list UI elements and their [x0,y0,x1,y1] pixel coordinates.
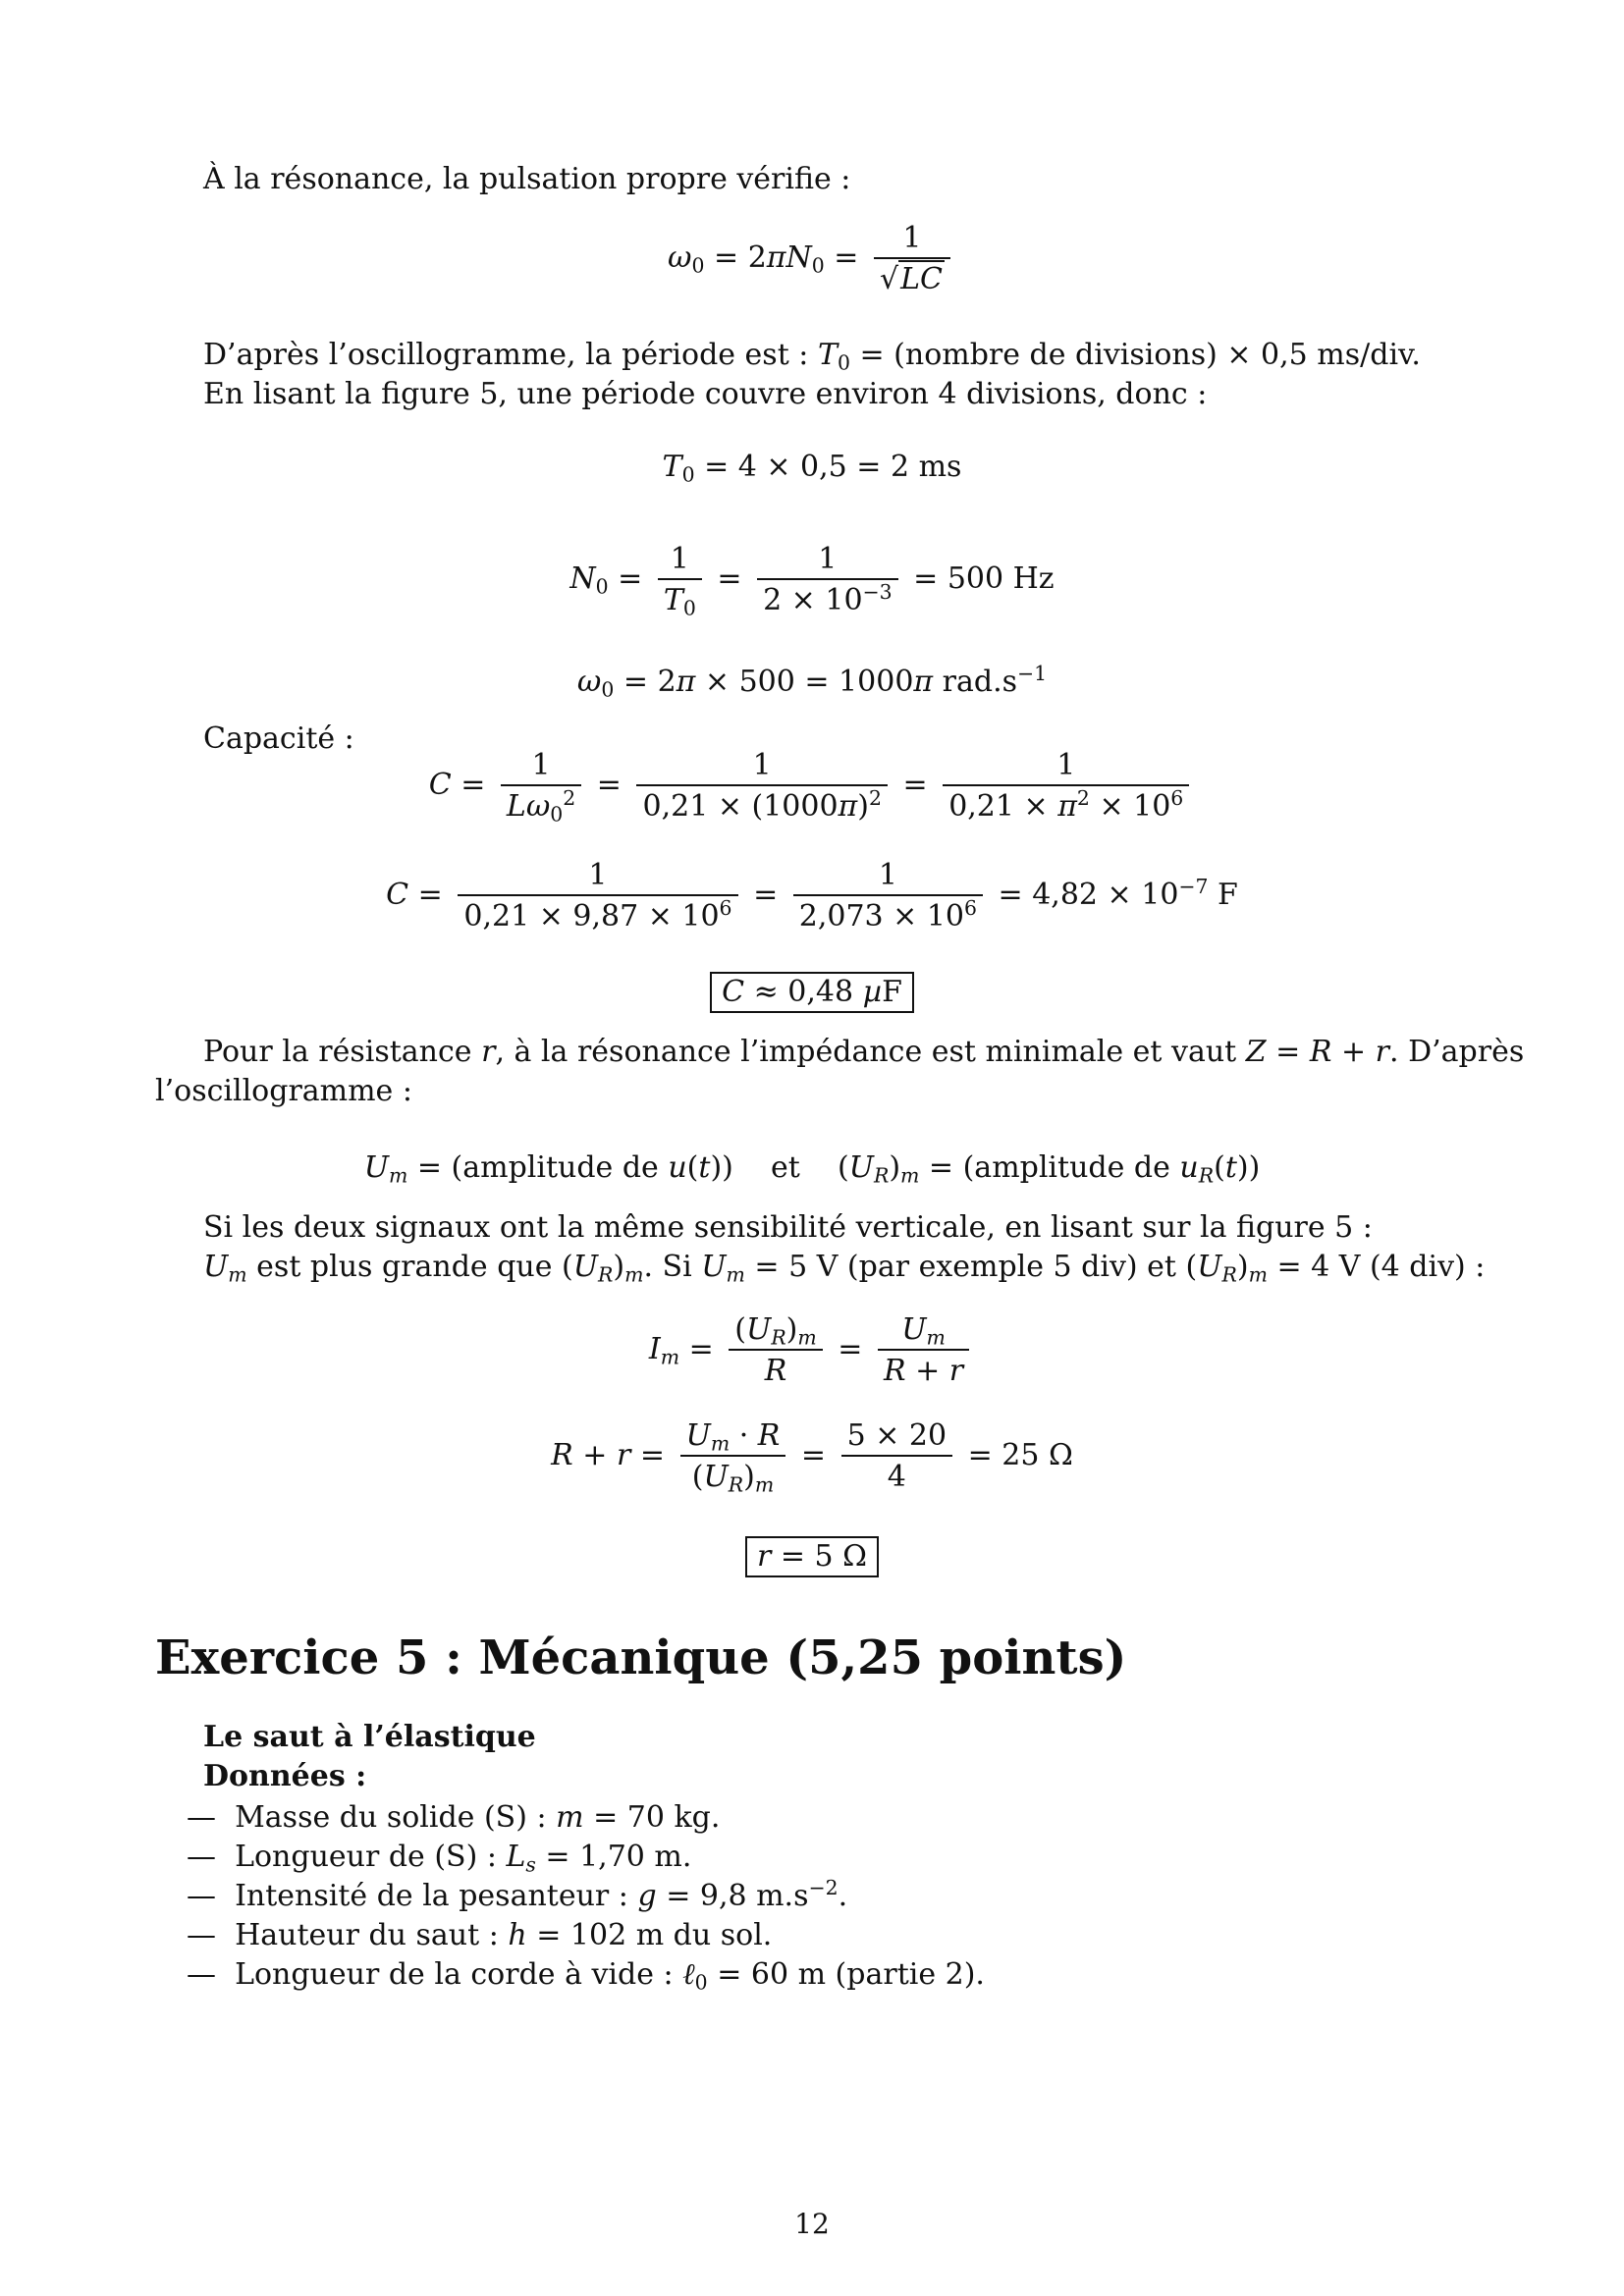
page-number: 12 [794,2208,830,2240]
list-item: — Masse du solide (S) : m = 70 kg. [187,1800,721,1835]
period-text-1: D’après l’oscillogramme, la période est : $T_0$ = (nombre de divisions) × 0,5 ms/div. [203,338,1421,375]
list-item: — Hauteur du saut : h = 102 m du sol. [187,1918,773,1952]
equation-T0: $T_0 = 4 \times 0,5 = 2$ ms [662,450,962,487]
exercise-title: Exercice 5 : Mécanique (5,25 points) [155,1630,1127,1685]
result-resistance: r = 5 Ω [0,1536,1624,1577]
signals-text-2: $U_m$ est plus grande que $(U_R)_m$. Si $U_m = 5$ V (par exemple 5 div) et $(U_R)_m = 4$ V (4 div) : [203,1250,1486,1287]
intro-text: À la résonance, la pulsation propre vérifie : [203,162,851,196]
list-item: — Longueur de (S) : $L_s = 1,70$ m. [187,1840,692,1877]
data-heading: Données : [203,1759,367,1793]
list-item: — Intensité de la pesanteur : g = 9,8 $m.s^{-2}$. [187,1875,848,1913]
equation-Rr: R + r = $\frac{U_m \cdot R}{(U_R)_m}$ = $\frac{5 \times 20}{4}$ = 25 Ω [551,1418,1073,1497]
equation-N0: $N_0$ = $\frac{1}{T_0}$ = $\frac{1}{2 \times 10^{-3}}$ = 500 Hz [569,542,1055,620]
equation-omega0: $\omega_0 = 2\pi N_0$ = $\frac{1}{√LC}$ [0,224,1624,294]
equation-C2: C = $\frac{1}{0,21 \times 9,87 \times 10^6}$ = $\frac{1}{2,073 \times 10^6}$ = $4,82 \times 10^{-7}$ F [386,858,1238,934]
exercise-subtitle: Le saut à l’élastique [203,1720,536,1754]
equation-Im: $I_m$ = $\frac{(U_R)_m}{R}$ = $\frac{U_m}{R + r}$ [0,1315,1624,1386]
resistance-text-1: Pour la résistance r, à la résonance l’impédance est minimale et vaut Z = R + r. D’après [203,1035,1525,1069]
equation-omega-value: $\omega_0 = 2\pi \times 500 = 1000\pi$ $rad.s^{-1}$ [576,661,1048,702]
resistance-text-2: l’oscillogramme : [155,1074,412,1108]
capacite-label: Capacité : [203,721,354,756]
period-text-2: En lisant la figure 5, une période couvre environ 4 divisions, donc : [203,377,1208,411]
equation-C1: C = $\frac{1}{L\omega_0^2}$ = $\frac{1}{0,21 \times (1000\pi)^2}$ = $\frac{1}{0,21 \times \pi^2 \times 10^6}$ [0,751,1624,822]
result-capacitance: C ≈ 0,48 µF [0,972,1624,1013]
list-item: — Longueur de la corde à vide : ℓ$_0$ = 60 m (partie 2). [187,1957,985,1995]
equation-amplitudes: $U_m$ = (amplitude de u(t)) et $(U_R)_m$ = (amplitude de $u_R(t)$) [363,1150,1261,1188]
signals-text-1: Si les deux signaux ont la même sensibilité verticale, en lisant sur la figure 5 : [203,1210,1373,1245]
